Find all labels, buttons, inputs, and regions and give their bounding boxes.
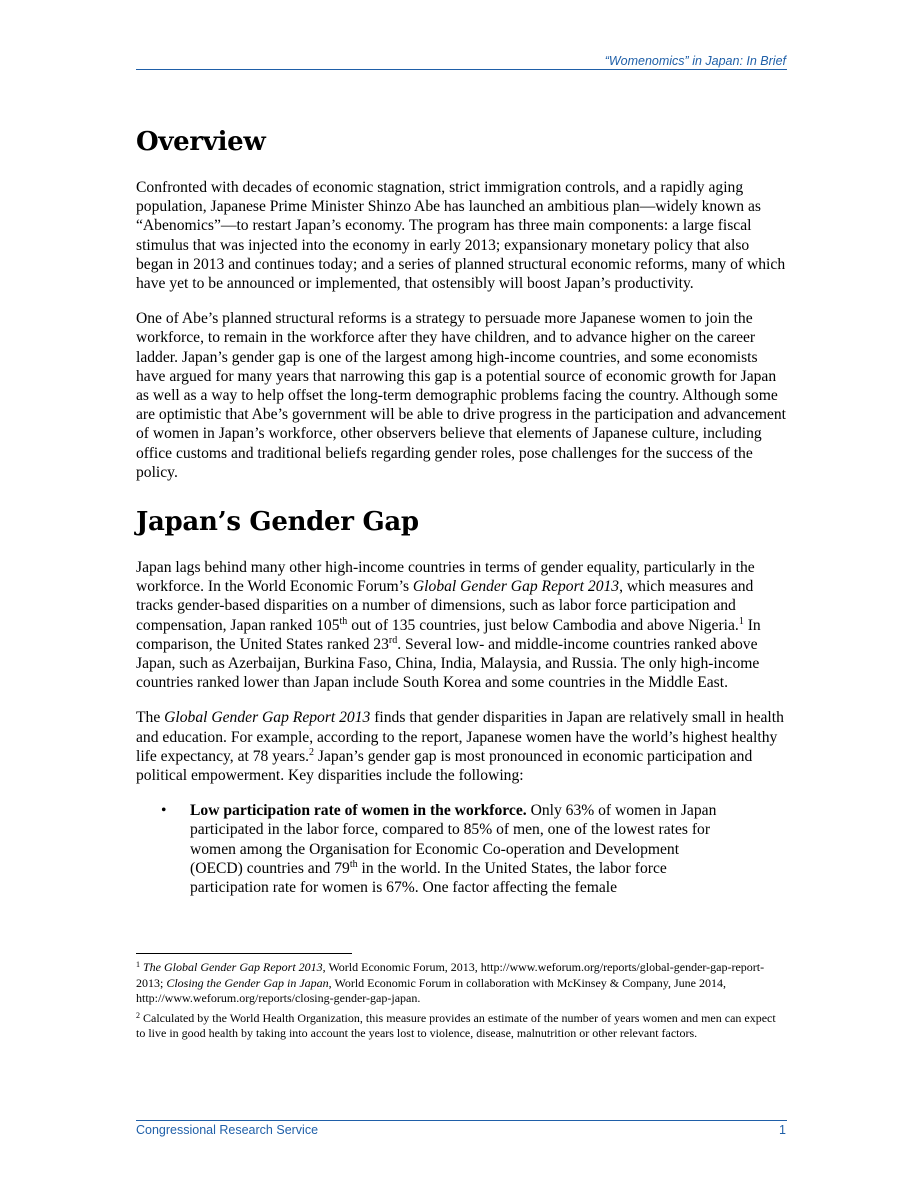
gender-gap-heading: Japan’s Gender Gap	[136, 507, 419, 538]
list-item: • Low participation rate of women in the workforce. Only 63% of women in Japan participated in the labor force, compared to 85% of men, one of the lowest rates for women among the Organisation for Economic Co-operation and Development (OECD) countries and 79th in the world. In the United States, the labor force participation rate for women is 67%. One factor affecting the female	[161, 802, 717, 897]
footnote-separator	[136, 953, 352, 954]
report-title: Global Gender Gap Report 2013	[164, 709, 371, 727]
footnote-ref-1: 1	[738, 615, 744, 627]
running-header-title: “Womenomics” in Japan: In Brief	[604, 54, 786, 68]
footnote-ref-2: 2	[309, 746, 315, 758]
footnotes	[136, 960, 786, 1046]
overview-paragraph-2: One of Abe’s planned structural reforms is a strategy to persuade more Japanese women to join the workforce, to remain in the workforce after they have children, and to advance higher on the career ladder. Japan’s gender gap is one of the largest among high-income countries, and some economists have argued for many years that narrowing this gap is a potential source of economic growth for Japan as well as a way to help offset the long-term demographic problems facing the country. Although some are optimistic that Abe’s government will be able to drive progress in the participation and advancement of women in Japan’s workforce, other observers believe that elements of Japanese culture, including office customs and traditional beliefs regarding gender roles, pose challenges for the success of the policy.	[136, 310, 786, 481]
overview-heading: Overview	[136, 127, 266, 157]
gender-gap-paragraph-2: The Global Gender Gap Report 2013 finds that gender disparities in Japan are relatively small in health and education. For example, according to the report, Japanese women have the world’s highest healthy life expectancy, at 78 years.$^2$ Japan’s gender gap is most pronounced in economic participation and political empowerment. Key disparities include the following:	[136, 709, 784, 785]
bullet-icon: •	[161, 802, 167, 820]
footer-rule	[136, 1120, 787, 1121]
disparities-list	[136, 801, 786, 897]
header-rule	[136, 69, 787, 70]
report-title: Global Gender Gap Report 2013	[412, 578, 620, 596]
main-content	[136, 120, 786, 897]
overview-paragraph-1: Confronted with decades of economic stagnation, strict immigration controls, and a rapidly aging population, Japanese Prime Minister Shinzo Abe has launched an ambitious plan—widely known as “Abenomics”—to restart Japan’s economy. The program has three main components: a large fiscal stimulus that was injected into the economy in early 2013; expansionary monetary policy that also began in 2013 and continues today; and a series of planned structural economic reforms, many of which have yet to be announced or implemented, that ostensibly will boost Japan’s productivity.	[136, 179, 786, 293]
footnote-2: $^2$ Calculated by the World Health Organization, this measure provides an estimate of the number of years women and men can expect to live in good health by taking into account the years lost to violence, disease, malnutrition or other relevant factors.	[136, 1010, 776, 1040]
footer-organization: Congressional Research Service	[136, 1123, 319, 1137]
gender-gap-paragraph-1: Japan lags behind many other high-income countries in terms of gender equality, particularly in the workforce. In the World Economic Forum’s Global Gender Gap Report 2013, which measures and tracks gender-based disparities on a number of dimensions, such as labor force participation and compensation, Japan ranked 105th out of 135 countries, just below Cambodia and above Nigeria.$^1$ In comparison, the United States ranked 23rd. Several low- and middle-income countries ranked above Japan, such as Azerbaijan, Burkina Faso, China, India, Malaysia, and Russia. The only high-income countries ranked lower than Japan include South Korea and some countries in the Middle East.	[136, 559, 761, 692]
page-number: 1	[779, 1123, 786, 1137]
footnote-1: $^1$ The Global Gender Gap Report 2013, World Economic Forum, 2013, http://www.weforum.org/reports/global-gender-gap-report-2013; Closing the Gender Gap in Japan, World Economic Forum in collaboration with McKinsey & Company, June 2014, http://www.weforum.org/reports/closing-gender-gap-japan.	[136, 960, 765, 1005]
